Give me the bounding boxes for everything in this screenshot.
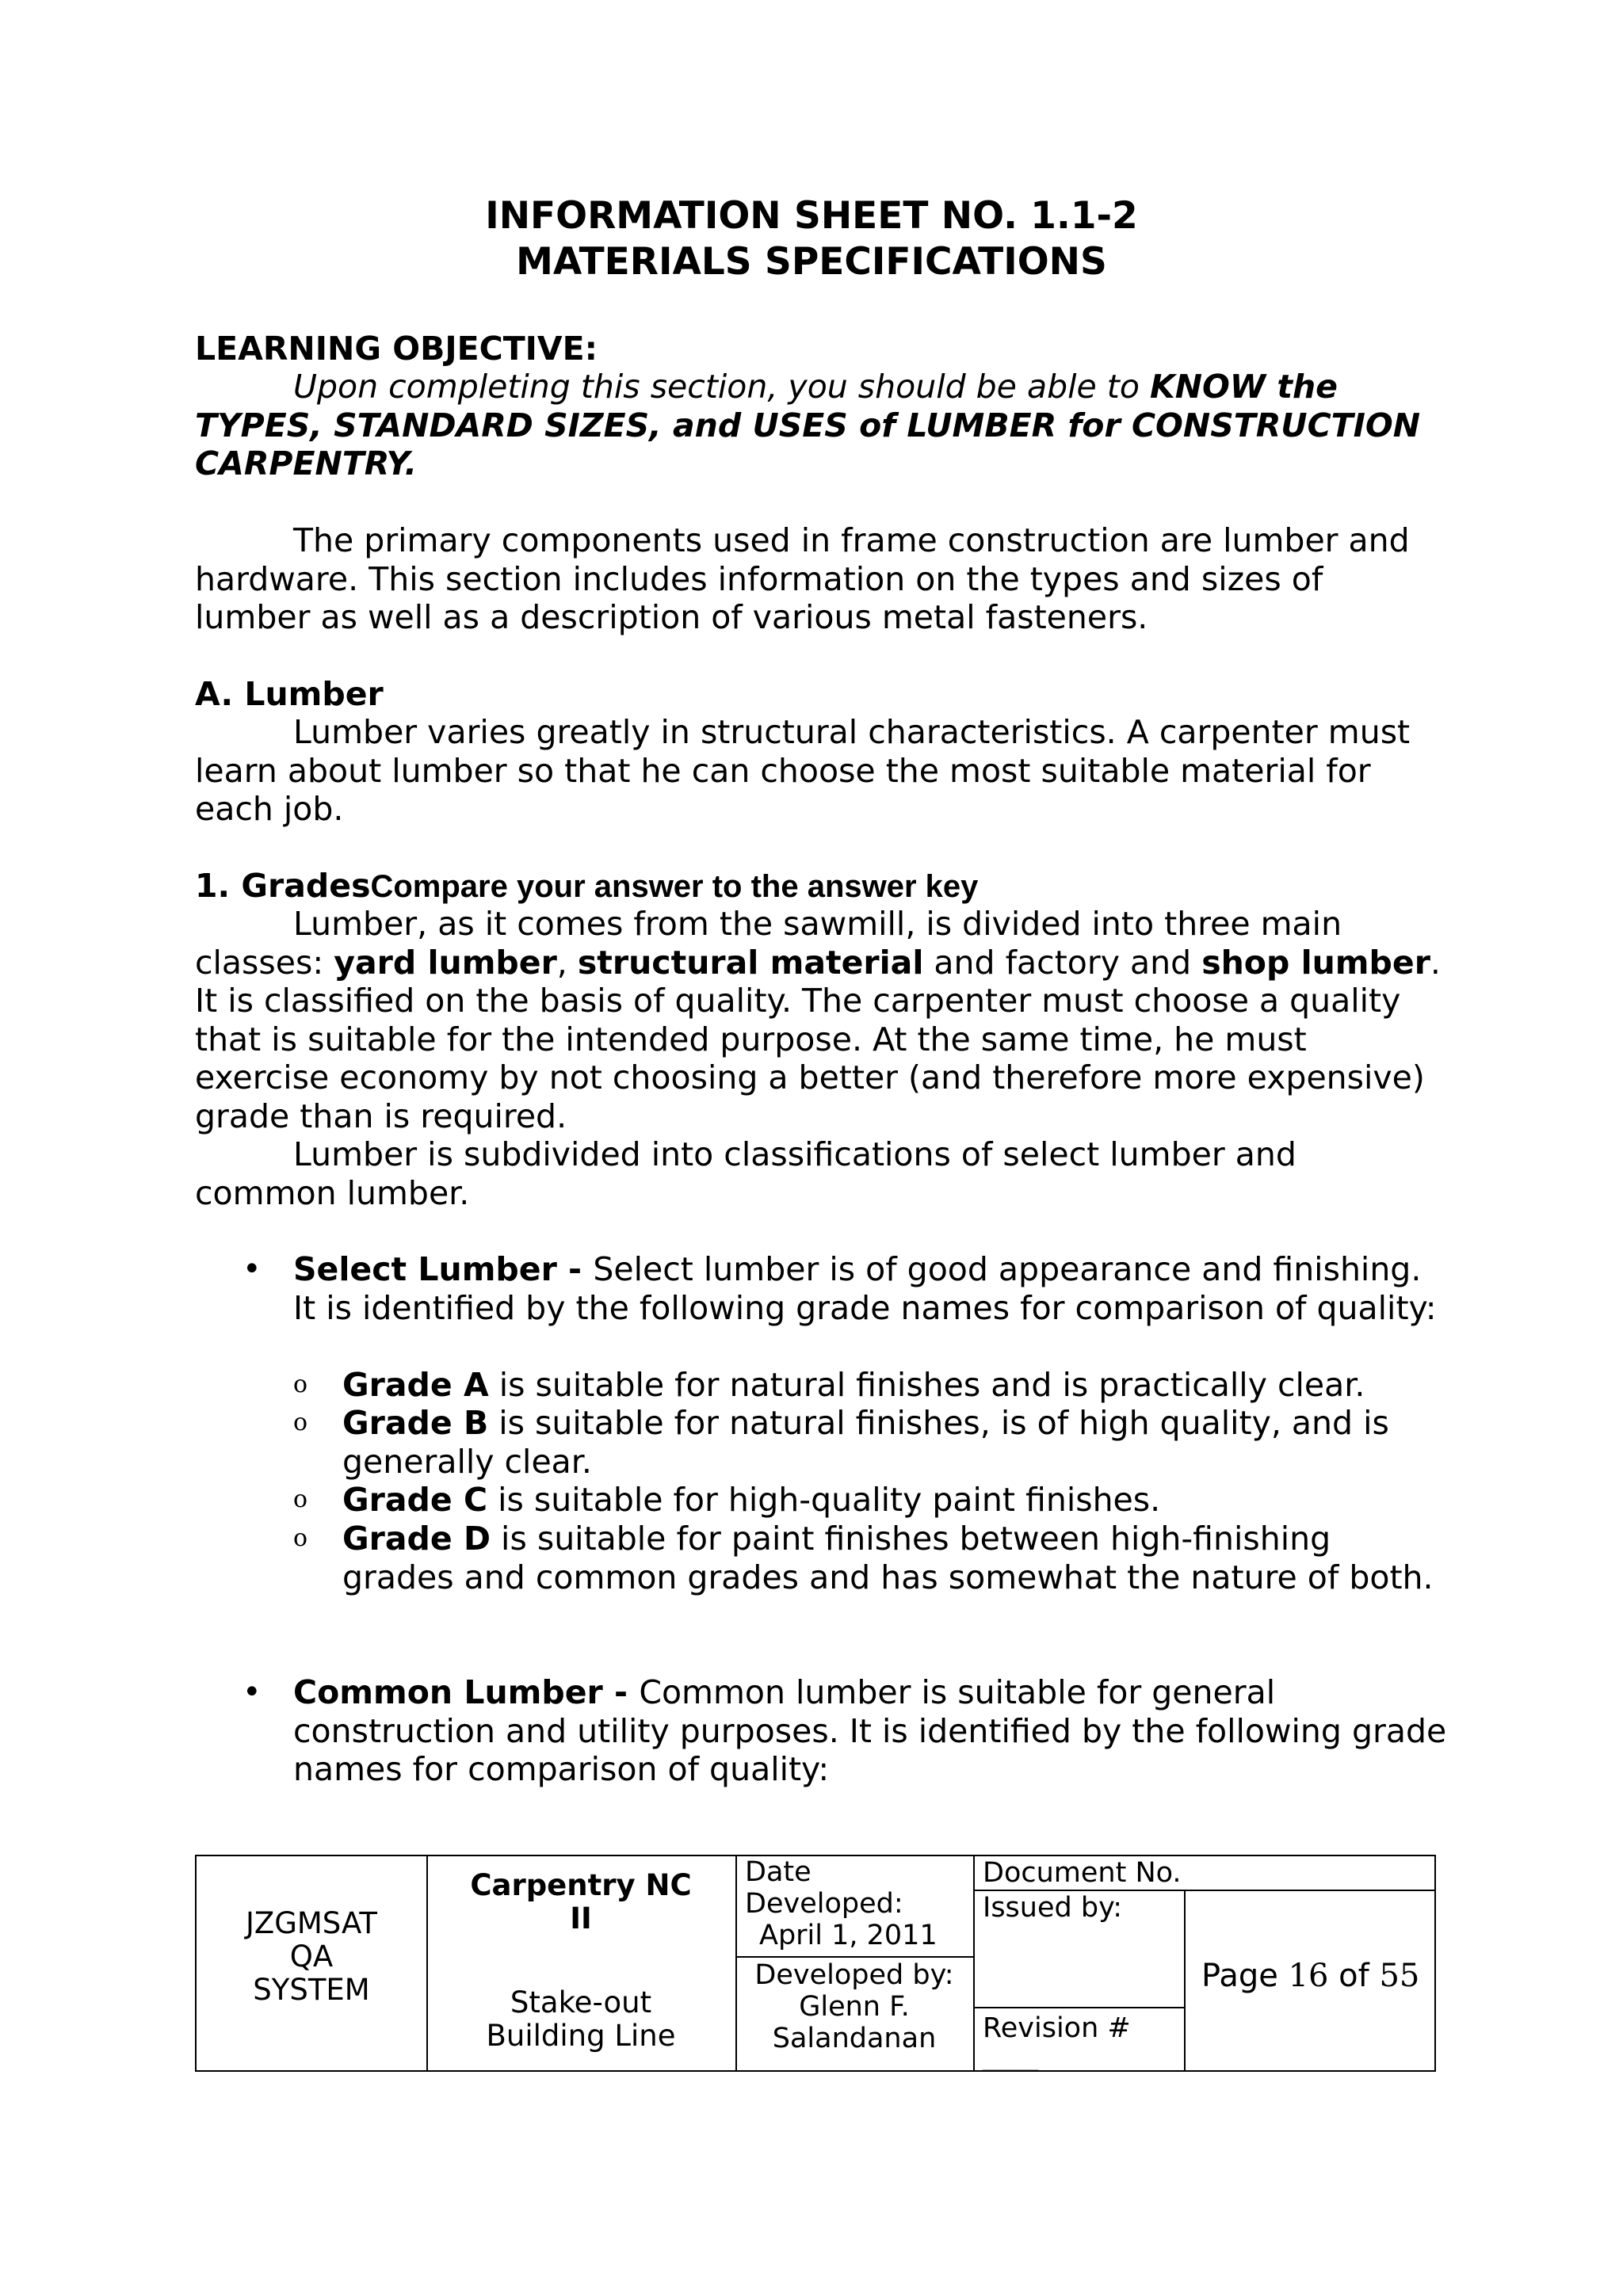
grades-p2-text: Lumber is subdivided into classifications of select lumber and common lumber. (195, 1135, 1296, 1212)
date-label-2: Developed: (745, 1888, 903, 1920)
table-divider (973, 2007, 1184, 2008)
grade-c-label: Grade C (342, 1481, 488, 1519)
grade-b-label: Grade B (342, 1404, 489, 1442)
objective-heading: LEARNING OBJECTIVE: (195, 330, 598, 368)
developed-by-cell (735, 1959, 973, 2054)
sub-bullet-marker: o (293, 1409, 308, 1436)
grades-paragraph-1 (195, 905, 1447, 1135)
grades-note: Compare your answer to the answer key (370, 869, 979, 904)
grades-shop-lumber: shop lumber (1201, 943, 1430, 982)
bullet-marker: • (242, 1674, 262, 1711)
developer-name-2: Salandanan (772, 2023, 937, 2054)
section-a-heading: A. Lumber (195, 675, 384, 713)
sheet-subtitle: MATERIALS SPECIFICATIONS (516, 240, 1107, 284)
sub-bullet-marker: o (293, 1486, 308, 1513)
footer-table (195, 1855, 1436, 2072)
module-title-line-1: Stake-out (510, 1985, 652, 2019)
date-developed-cell (745, 1856, 967, 1951)
select-lumber-item (293, 1250, 1450, 1327)
module-cell (426, 1986, 735, 2053)
objective-text (195, 368, 1447, 483)
grade-a-text: is suitable for natural finishes and is practically clear. (488, 1366, 1365, 1404)
org-cell (197, 1907, 426, 2007)
objective-bold: KNOW the TYPES, STANDARD SIZES, and USES of LUMBER for CONSTRUCTION CARPENTRY. (195, 368, 1421, 482)
common-lumber-item (293, 1673, 1450, 1789)
issued-by-label: Issued by: (983, 1892, 1123, 1924)
revision-label: Revision # (983, 2012, 1131, 2044)
grade-c-text: is suitable for high-quality paint finishes. (487, 1481, 1161, 1519)
intro-paragraph (195, 521, 1447, 637)
document-no-label: Document No. (983, 1857, 1182, 1889)
org-line-2: QA (289, 1939, 334, 1974)
course-title-line-1: Carpentry NC (470, 1868, 692, 1902)
bullet-marker: • (242, 1251, 262, 1287)
table-divider (973, 1856, 975, 2070)
grade-b-item (342, 1404, 1444, 1481)
sheet-title: INFORMATION SHEET NO. 1.1-2 (485, 194, 1138, 238)
course-cell (426, 1869, 735, 1936)
developed-by-label: Developed by: (754, 1959, 954, 1991)
common-lumber-label: Common Lumber - (293, 1673, 640, 1711)
module-title-line-2: Building Line (486, 2019, 676, 2053)
org-line-1: JZGMSAT (245, 1906, 378, 1940)
revision-value: ____ (983, 2041, 1038, 2073)
page-number (1201, 1959, 1419, 1993)
sub-bullet-marker: o (293, 1371, 308, 1398)
page-of: of (1328, 1958, 1380, 1994)
developer-name-1: Glenn F. (799, 1991, 910, 2023)
org-line-3: SYSTEM (253, 1973, 370, 2007)
grade-d-item (342, 1520, 1444, 1596)
section-a-paragraph (195, 713, 1447, 829)
grades-p1-a: Lumber, as it comes from the sawmill, is divided into three main classes: (195, 905, 1342, 982)
sub-bullet-marker: o (293, 1524, 308, 1552)
grades-p1-c1: , (556, 943, 578, 982)
table-divider (735, 1956, 973, 1958)
grade-a-label: Grade A (342, 1366, 489, 1404)
page-total: 55 (1379, 1958, 1420, 1994)
grade-d-text: is suitable for paint finishes between high-finishing grades and common grades and has somewhat the nature of both. (342, 1520, 1434, 1596)
table-divider (1184, 1890, 1186, 2070)
select-lumber-label: Select Lumber - (293, 1250, 594, 1288)
grades-heading: 1. Grades (195, 867, 371, 905)
grades-structural-material: structural material (577, 943, 924, 982)
page-current: 16 (1288, 1958, 1329, 1994)
section-a-text: Lumber varies greatly in structural characteristics. A carpenter must learn about lumber so that he can choose the most suitable material for each job. (195, 713, 1411, 828)
grade-d-label: Grade D (342, 1520, 491, 1558)
grade-c-item (342, 1481, 1444, 1520)
grades-heading-line (195, 867, 1447, 906)
grades-p1-c3: . It is classified on the basis of quality. The carpenter must choose a quality that is suitable for the intended purpose. At the same time, he must exercise economy by not choosing a better (and therefore more expensive) grade than is required. (195, 943, 1441, 1135)
intro-text: The primary components used in frame construction are lumber and hardware. This section includes information on the types and sizes of lumber as well as a description of various metal fasteners. (195, 521, 1410, 636)
objective-italic: Upon completing this section, you should be able to (293, 368, 1150, 406)
date-label-1: Date (745, 1856, 812, 1888)
course-title-line-2: II (570, 1901, 592, 1936)
grades-yard-lumber: yard lumber (334, 943, 557, 982)
date-value: April 1, 2011 (759, 1920, 938, 1951)
grade-a-item (342, 1366, 1444, 1405)
grades-paragraph-2 (195, 1135, 1447, 1212)
select-lumber-text: Select lumber is of good appearance and finishing. It is identified by the following grade names for comparison of quality: (293, 1250, 1437, 1327)
grade-b-text: is suitable for natural finishes, is of high quality, and is generally clear. (342, 1404, 1389, 1481)
common-lumber-text: Common lumber is suitable for general construction and utility purposes. It is identified by the following grade names for comparison of quality: (293, 1673, 1447, 1788)
page-prefix: Page (1201, 1958, 1289, 1994)
grades-p1-c2: and factory and (923, 943, 1202, 982)
